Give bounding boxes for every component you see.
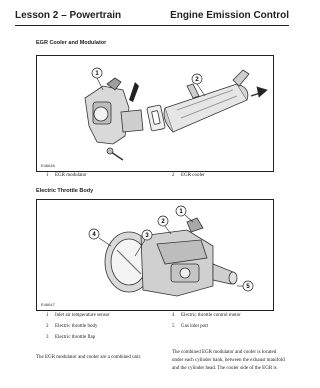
figure-electric-throttle-body xyxy=(36,199,274,311)
lesson-title: Lesson 2 – Powertrain xyxy=(15,10,122,21)
figure-id: E46646 xyxy=(41,163,55,168)
body-paragraph-left: The EGR modulator and cooler are a combined unit. xyxy=(36,355,142,360)
flow-arrow xyxy=(129,82,139,102)
section-title-egr-cooler: EGR Cooler and Modulator xyxy=(36,40,107,46)
legend-number: 1 xyxy=(46,173,49,178)
legend-text: Electric throttle flap xyxy=(55,335,96,340)
egr-cooler-illustration xyxy=(37,56,273,171)
throttle-body-illustration xyxy=(37,200,273,310)
legend-number: 5 xyxy=(172,324,175,329)
figure-id: E46647 xyxy=(41,302,55,307)
header-rule xyxy=(15,25,289,26)
legend-text: Electric throttle control motor xyxy=(181,313,241,318)
body-line: under each cylinder bank, between the exhaust manifold xyxy=(172,358,285,363)
svg-text:1: 1 xyxy=(179,209,183,215)
gasket-drawing xyxy=(147,105,166,131)
svg-text:3: 3 xyxy=(145,233,149,239)
legend-throttle-body xyxy=(36,313,272,343)
body-line: The combined EGR modulator and cooler is located xyxy=(172,350,277,355)
svg-text:2: 2 xyxy=(195,77,199,83)
legend-egr-cooler xyxy=(36,173,272,181)
page-header xyxy=(15,10,289,24)
callout-5 xyxy=(237,281,253,291)
egr-cooler-drawing xyxy=(164,70,267,132)
chapter-title: Engine Emission Control xyxy=(170,10,289,21)
bolt-drawing xyxy=(107,148,123,160)
body-line: and the cylinder head. The cooler side of the EGR is xyxy=(172,366,277,371)
legend-text: EGR modulator xyxy=(55,173,87,178)
legend-text: Electric throttle body xyxy=(55,324,98,329)
legend-number: 3 xyxy=(46,335,49,340)
callout-4 xyxy=(89,229,111,246)
callout-2 xyxy=(158,216,171,234)
svg-text:5: 5 xyxy=(246,284,250,290)
svg-text:2: 2 xyxy=(161,219,165,225)
legend-number: 2 xyxy=(172,173,175,178)
legend-number: 1 xyxy=(46,313,49,318)
throttle-body-drawing xyxy=(105,218,237,296)
callout-1 xyxy=(176,206,193,222)
callout-1 xyxy=(92,68,103,90)
legend-number: 2 xyxy=(46,324,49,329)
legend-text: Gas inlet port xyxy=(181,324,209,329)
svg-text:1: 1 xyxy=(95,71,99,77)
section-title-throttle-body: Electric Throttle Body xyxy=(36,188,94,194)
body-paragraph-right xyxy=(172,349,298,373)
svg-text:4: 4 xyxy=(92,232,96,238)
figure-egr-cooler-modulator xyxy=(36,55,274,172)
legend-text: EGR cooler xyxy=(181,173,205,178)
legend-number: 4 xyxy=(172,313,175,318)
legend-text: Inlet air temperature sensor xyxy=(55,313,110,318)
